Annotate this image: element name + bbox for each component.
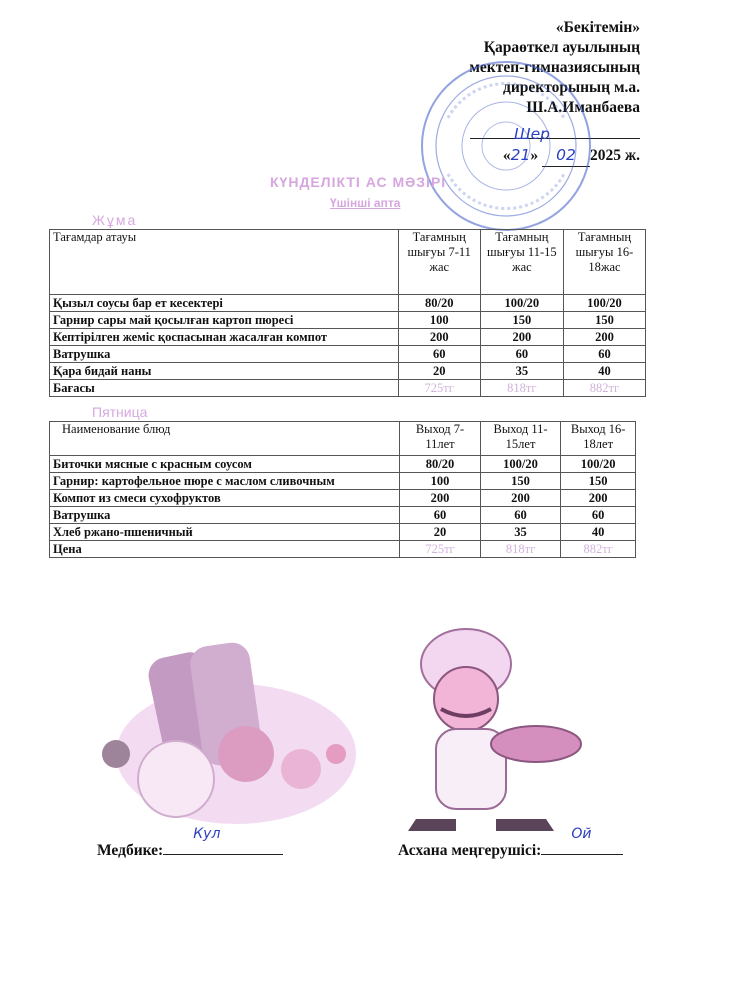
column-header: Выход 16-18лет bbox=[561, 422, 636, 456]
table-row bbox=[50, 363, 646, 380]
portion-cell: 20 bbox=[398, 363, 480, 380]
dish-name: Қара бидай наны bbox=[50, 363, 399, 380]
table-row bbox=[50, 346, 646, 363]
date-quote: » bbox=[530, 147, 539, 164]
table-row bbox=[50, 490, 636, 507]
russian-day-label: Пятница bbox=[92, 404, 148, 420]
portion-cell: 35 bbox=[480, 363, 563, 380]
price-cell: 882тг bbox=[563, 380, 645, 397]
portion-cell: 200 bbox=[480, 329, 563, 346]
table-row bbox=[50, 507, 636, 524]
week-label: Үшінші апта bbox=[330, 196, 401, 210]
table-row bbox=[50, 295, 646, 312]
portion-cell: 80/20 bbox=[400, 456, 481, 473]
price-row bbox=[50, 380, 646, 397]
table-row bbox=[50, 456, 636, 473]
school-stamp bbox=[418, 58, 594, 234]
dish-name: Биточки мясные с красным соусом bbox=[50, 456, 400, 473]
nurse-signature-block bbox=[97, 826, 283, 860]
food-still-life-image bbox=[102, 640, 356, 824]
dish-name: Ватрушка bbox=[50, 346, 399, 363]
column-header: Тағамның шығуы 16-18жас bbox=[563, 230, 645, 295]
portion-cell: 200 bbox=[480, 490, 561, 507]
portion-cell: 60 bbox=[561, 507, 636, 524]
table-row bbox=[50, 329, 646, 346]
canteen-head-signature-block bbox=[398, 826, 623, 860]
nurse-signature: Кул bbox=[193, 826, 221, 842]
portion-cell: 100/20 bbox=[563, 295, 645, 312]
column-header: Тағамның шығуы 11-15 жас bbox=[480, 230, 563, 295]
price-cell: 882тг bbox=[561, 541, 636, 558]
date-month: 02 bbox=[556, 146, 576, 164]
price-cell: 725тг bbox=[400, 541, 481, 558]
nurse-signature-line bbox=[163, 826, 283, 855]
portion-cell: 100 bbox=[398, 312, 480, 329]
price-cell: 725тг bbox=[398, 380, 480, 397]
canteen-head-signature-line bbox=[541, 826, 623, 855]
price-label: Цена bbox=[50, 541, 400, 558]
table-row bbox=[50, 524, 636, 541]
column-header: Наименование блюд bbox=[50, 422, 400, 456]
portion-cell: 35 bbox=[480, 524, 561, 541]
approval-line: мектеп-гимназиясының bbox=[469, 59, 640, 76]
column-header: Выход 11-15лет bbox=[480, 422, 561, 456]
menu-table-russian bbox=[49, 421, 636, 558]
portion-cell: 200 bbox=[400, 490, 481, 507]
food-and-chef-illustration bbox=[96, 604, 696, 844]
portion-cell: 60 bbox=[400, 507, 481, 524]
table-header-row bbox=[50, 422, 636, 456]
director-signature: Шер bbox=[514, 125, 550, 143]
approval-line: «Бекітемін» bbox=[555, 19, 640, 36]
canteen-head-label: Асхана меңгерушісі: bbox=[398, 842, 542, 859]
dish-name: Қызыл соусы бар ет кесектері bbox=[50, 295, 399, 312]
dish-name: Кептірілген жеміс қоспасынан жасалған компот bbox=[50, 329, 399, 346]
approval-line: Ш.А.Иманбаева bbox=[526, 99, 640, 116]
portion-cell: 80/20 bbox=[398, 295, 480, 312]
portion-cell: 60 bbox=[398, 346, 480, 363]
portion-cell: 40 bbox=[561, 524, 636, 541]
approval-line: директорының м.а. bbox=[503, 79, 640, 96]
table-header-row bbox=[50, 230, 646, 295]
dish-name: Гарнир сары май қосылған картоп пюресі bbox=[50, 312, 399, 329]
dish-name: Гарнир: картофельное пюре с маслом сливочным bbox=[50, 473, 400, 490]
price-cell: 818тг bbox=[480, 380, 563, 397]
portion-cell: 100/20 bbox=[480, 456, 561, 473]
portion-cell: 60 bbox=[563, 346, 645, 363]
portion-cell: 40 bbox=[563, 363, 645, 380]
portion-cell: 60 bbox=[480, 507, 561, 524]
dish-name: Ватрушка bbox=[50, 507, 400, 524]
portion-cell: 150 bbox=[480, 473, 561, 490]
canteen-head-signature: Ой bbox=[571, 826, 592, 842]
menu-table-kazakh bbox=[49, 229, 646, 397]
menu-title: КҮНДЕЛІКТІ АС МӘЗІРІ bbox=[270, 174, 447, 190]
price-row bbox=[50, 541, 636, 558]
date-day: 21 bbox=[510, 146, 531, 164]
kazakh-day-label: Жұма bbox=[92, 212, 138, 228]
column-header: Тағамдар атауы bbox=[50, 230, 399, 295]
portion-cell: 150 bbox=[563, 312, 645, 329]
portion-cell: 100 bbox=[400, 473, 481, 490]
dish-name: Компот из смеси сухофруктов bbox=[50, 490, 400, 507]
portion-cell: 60 bbox=[480, 346, 563, 363]
chef-cartoon-image bbox=[408, 629, 581, 831]
portion-cell: 200 bbox=[398, 329, 480, 346]
nurse-label: Медбике: bbox=[97, 842, 164, 859]
portion-cell: 200 bbox=[563, 329, 645, 346]
portion-cell: 150 bbox=[480, 312, 563, 329]
portion-cell: 100/20 bbox=[561, 456, 636, 473]
column-header: Тағамның шығуы 7-11 жас bbox=[398, 230, 480, 295]
price-cell: 818тг bbox=[480, 541, 561, 558]
table-row bbox=[50, 473, 636, 490]
portion-cell: 150 bbox=[561, 473, 636, 490]
date-quote: « bbox=[502, 147, 511, 164]
portion-cell: 100/20 bbox=[480, 295, 563, 312]
column-header: Выход 7-11лет bbox=[400, 422, 481, 456]
price-label: Бағасы bbox=[50, 380, 399, 397]
approval-line: Қараөткел ауылының bbox=[483, 39, 640, 56]
portion-cell: 200 bbox=[561, 490, 636, 507]
date-year: 2025 ж. bbox=[590, 147, 640, 164]
table-row bbox=[50, 312, 646, 329]
dish-name: Хлеб ржано-пшеничный bbox=[50, 524, 400, 541]
portion-cell: 20 bbox=[400, 524, 481, 541]
